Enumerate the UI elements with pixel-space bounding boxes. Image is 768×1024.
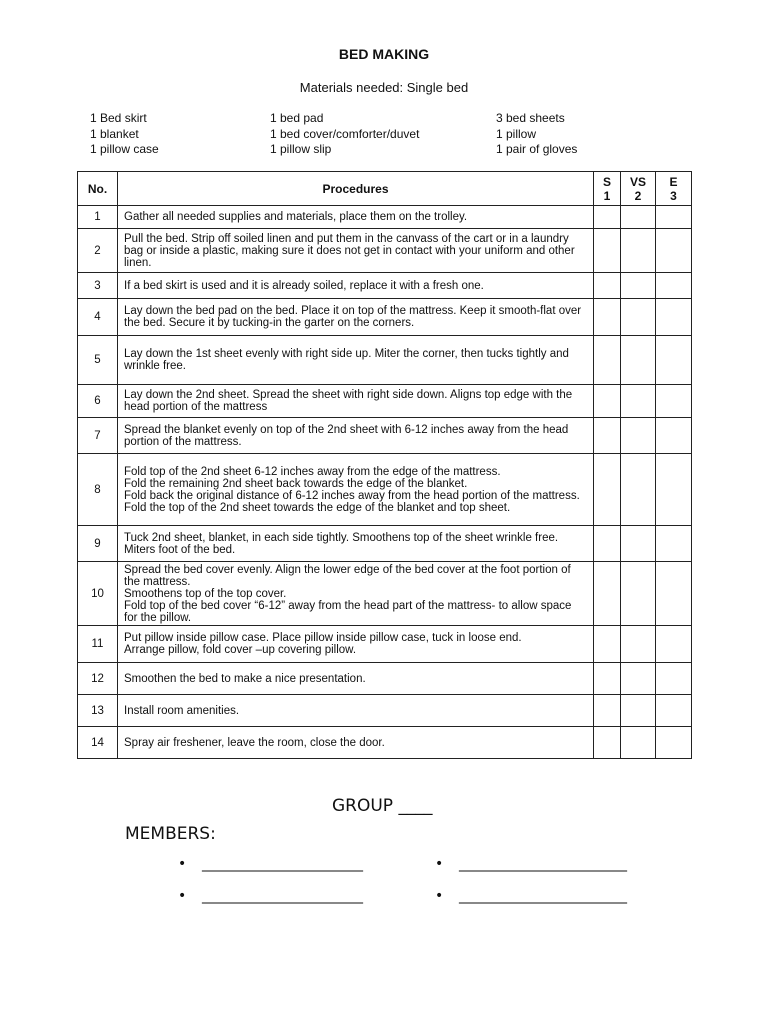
table-row — [78, 626, 692, 663]
step-procedure — [118, 336, 594, 385]
material-item: 1 bed cover/comforter/duvet — [270, 126, 420, 141]
procedure-line: Fold the top of the 2nd sheet towards the edge of the blanket and top sheet. — [124, 501, 511, 514]
checkbox-cell-e[interactable] — [656, 727, 692, 759]
checkbox-cell-vs[interactable] — [621, 418, 656, 454]
header-s-bottom: 1 — [603, 188, 611, 203]
step-number: 3 — [78, 273, 118, 299]
table-header-row — [78, 172, 692, 206]
group-label: GROUP ____ — [332, 796, 433, 816]
material-item: 1 Bed skirt — [90, 111, 147, 125]
checkbox-cell-s[interactable] — [594, 336, 621, 385]
step-number: 12 — [78, 663, 118, 695]
checkbox-cell-e[interactable] — [656, 418, 692, 454]
step-number: 10 — [78, 562, 118, 626]
checkbox-cell-s[interactable] — [594, 663, 621, 695]
step-procedure — [118, 273, 594, 299]
checkbox-cell-vs[interactable] — [621, 299, 656, 336]
checkbox-cell-e[interactable] — [656, 299, 692, 336]
procedures-body — [78, 206, 692, 759]
checkbox-cell-e[interactable] — [656, 273, 692, 299]
header-no: No. — [78, 172, 118, 206]
bullet-icon: • — [435, 856, 444, 872]
table-row — [78, 727, 692, 759]
procedure-line: Lay down the 2nd sheet. Spread the sheet with right side down. Aligns top edge with the head portion of the mattress — [124, 389, 573, 413]
step-number: 7 — [78, 418, 118, 454]
checkbox-cell-e[interactable] — [656, 562, 692, 626]
material-item: 1 pair of gloves — [496, 142, 578, 156]
step-number: 14 — [78, 727, 118, 759]
step-procedure — [118, 562, 594, 626]
header-s-top: S — [602, 174, 611, 189]
step-procedure — [118, 695, 594, 727]
step-number: 11 — [78, 626, 118, 663]
table-row — [78, 206, 692, 229]
checkbox-cell-vs[interactable] — [621, 562, 656, 626]
step-number: 1 — [78, 206, 118, 229]
procedure-line: Install room amenities. — [124, 704, 240, 717]
procedure-line: Fold top of the bed cover “6-12” away from the head part of the mattress- to allow space for the pillow. — [124, 599, 572, 624]
materials-subtitle: Materials needed: Single bed — [299, 80, 469, 95]
document-title: BED MAKING — [338, 46, 430, 62]
material-item: 1 bed pad — [270, 111, 324, 125]
procedure-line: Fold the remaining 2nd sheet back towards the edge of the blanket. — [124, 477, 468, 490]
material-item: 1 pillow — [496, 126, 537, 141]
checkbox-cell-e[interactable] — [656, 454, 692, 526]
step-number: 6 — [78, 385, 118, 418]
procedure-line: Smoothens top of the top cover. — [124, 587, 287, 600]
table-row — [78, 663, 692, 695]
checkbox-cell-vs[interactable] — [621, 695, 656, 727]
table-row — [78, 299, 692, 336]
materials-column-1 — [90, 111, 159, 158]
procedure-line: Fold back the original distance of 6-12 inches away from the head portion of the mattress. — [124, 489, 580, 502]
checkbox-cell-s[interactable] — [594, 626, 621, 663]
procedure-line: Spread the blanket evenly on top of the 2nd sheet with 6-12 inches away from the head portion of the mattress. — [124, 423, 569, 448]
checkbox-cell-s[interactable] — [594, 454, 621, 526]
member-line: _______________________ — [202, 888, 363, 904]
step-procedure — [118, 454, 594, 526]
checkbox-cell-e[interactable] — [656, 695, 692, 727]
table-row — [78, 273, 692, 299]
procedure-line: Arrange pillow, fold cover –up covering pillow. — [124, 644, 357, 656]
header-vs-bottom: 2 — [634, 188, 642, 203]
material-item: 1 pillow case — [90, 142, 159, 156]
step-procedure — [118, 299, 594, 336]
member-blank-2[interactable] — [435, 856, 627, 872]
step-number: 4 — [78, 299, 118, 336]
bullet-icon: • — [178, 888, 187, 904]
bullet-icon: • — [178, 856, 187, 872]
step-procedure — [118, 663, 594, 695]
checkbox-cell-s[interactable] — [594, 385, 621, 418]
materials-column-2 — [270, 111, 419, 158]
checkbox-cell-s[interactable] — [594, 299, 621, 336]
header-vs — [621, 172, 656, 206]
procedure-line: Pull the bed. Strip off soiled linen and put them in the canvass of the cart or in a laundry bag or inside a plastic, making sure it does not get in contact with your uniform and other linen. — [124, 232, 575, 269]
checkbox-cell-e[interactable] — [656, 663, 692, 695]
checkbox-cell-e[interactable] — [656, 206, 692, 229]
checkbox-cell-s[interactable] — [594, 273, 621, 299]
checkbox-cell-e[interactable] — [656, 526, 692, 562]
table-row — [78, 454, 692, 526]
members-label: MEMBERS: — [125, 824, 216, 844]
step-number: 2 — [78, 229, 118, 273]
checkbox-cell-vs[interactable] — [621, 663, 656, 695]
procedure-line: Tuck 2nd sheet, blanket, in each side tightly. Smoothens top of the sheet wrinkle free. Miters foot of the bed. — [124, 531, 559, 556]
checkbox-cell-s[interactable] — [594, 727, 621, 759]
step-procedure — [118, 229, 594, 273]
member-line: _______________________ — [202, 856, 363, 872]
step-procedure — [118, 727, 594, 759]
header-e — [656, 172, 692, 206]
procedure-line: Spray air freshener, leave the room, close the door. — [124, 736, 385, 749]
procedure-line: Smoothen the bed to make a nice presentation. — [124, 672, 366, 685]
checkbox-cell-vs[interactable] — [621, 229, 656, 273]
procedure-line: Fold top of the 2nd sheet 6-12 inches away from the edge of the mattress. — [124, 465, 501, 478]
checkbox-cell-vs[interactable] — [621, 526, 656, 562]
procedure-line: If a bed skirt is used and it is already soiled, replace it with a fresh one. — [124, 279, 484, 292]
header-e-bottom: 3 — [670, 188, 677, 203]
step-number: 13 — [78, 695, 118, 727]
checkbox-cell-s[interactable] — [594, 526, 621, 562]
header-vs-top: VS — [629, 174, 646, 189]
checkbox-cell-s[interactable] — [594, 229, 621, 273]
table-row — [78, 562, 692, 626]
procedure-line: Spread the bed cover evenly. Align the lower edge of the bed cover at the foot portion of the mattress. — [124, 563, 571, 588]
checkbox-cell-s[interactable] — [594, 206, 621, 229]
material-item: 1 pillow slip — [270, 142, 332, 156]
checkbox-cell-s[interactable] — [594, 418, 621, 454]
checkbox-cell-vs[interactable] — [621, 206, 656, 229]
header-procedures: Procedures — [118, 172, 594, 206]
member-blank-3[interactable] — [178, 888, 363, 904]
table-row — [78, 385, 692, 418]
step-number: 5 — [78, 336, 118, 385]
step-procedure — [118, 418, 594, 454]
header-s — [594, 172, 621, 206]
materials-column-3 — [496, 111, 577, 158]
checkbox-cell-vs[interactable] — [621, 336, 656, 385]
step-number: 9 — [78, 526, 118, 562]
checkbox-cell-vs[interactable] — [621, 385, 656, 418]
checkbox-cell-e[interactable] — [656, 385, 692, 418]
checkbox-cell-e[interactable] — [656, 336, 692, 385]
checkbox-cell-e[interactable] — [656, 229, 692, 273]
procedures-table — [77, 171, 692, 759]
checkbox-cell-e[interactable] — [656, 626, 692, 663]
member-line: ________________________ — [459, 888, 627, 904]
table-row — [78, 229, 692, 273]
step-procedure — [118, 206, 594, 229]
material-item: 3 bed sheets — [496, 111, 565, 125]
checkbox-cell-s[interactable] — [594, 562, 621, 626]
member-line: ________________________ — [459, 856, 627, 872]
procedure-line: Gather all needed supplies and materials, place them on the trolley. — [124, 211, 468, 223]
checkbox-cell-s[interactable] — [594, 695, 621, 727]
bullet-icon: • — [435, 888, 444, 904]
step-procedure — [118, 526, 594, 562]
checkbox-cell-vs[interactable] — [621, 273, 656, 299]
procedure-line: Lay down the bed pad on the bed. Place it on top of the mattress. Keep it smooth-flat over the bed. Secure it by tucking-in the garter on the corners. — [124, 305, 582, 329]
header-e-top: E — [669, 174, 678, 189]
member-blank-1[interactable] — [178, 856, 363, 872]
step-number: 8 — [78, 454, 118, 526]
procedure-line: Put pillow inside pillow case. Place pillow inside pillow case, tuck in loose end. — [124, 632, 522, 644]
table-row — [78, 336, 692, 385]
table-row — [78, 695, 692, 727]
table-row — [78, 418, 692, 454]
checkbox-cell-vs[interactable] — [621, 727, 656, 759]
checkbox-cell-vs[interactable] — [621, 626, 656, 663]
member-blank-4[interactable] — [435, 888, 627, 904]
procedure-line: Lay down the 1st sheet evenly with right side up. Miter the corner, then tucks tightly and wrinkle free. — [124, 348, 569, 372]
checkbox-cell-vs[interactable] — [621, 454, 656, 526]
material-item: 1 blanket — [90, 126, 139, 141]
step-procedure — [118, 626, 594, 663]
step-procedure — [118, 385, 594, 418]
table-row — [78, 526, 692, 562]
